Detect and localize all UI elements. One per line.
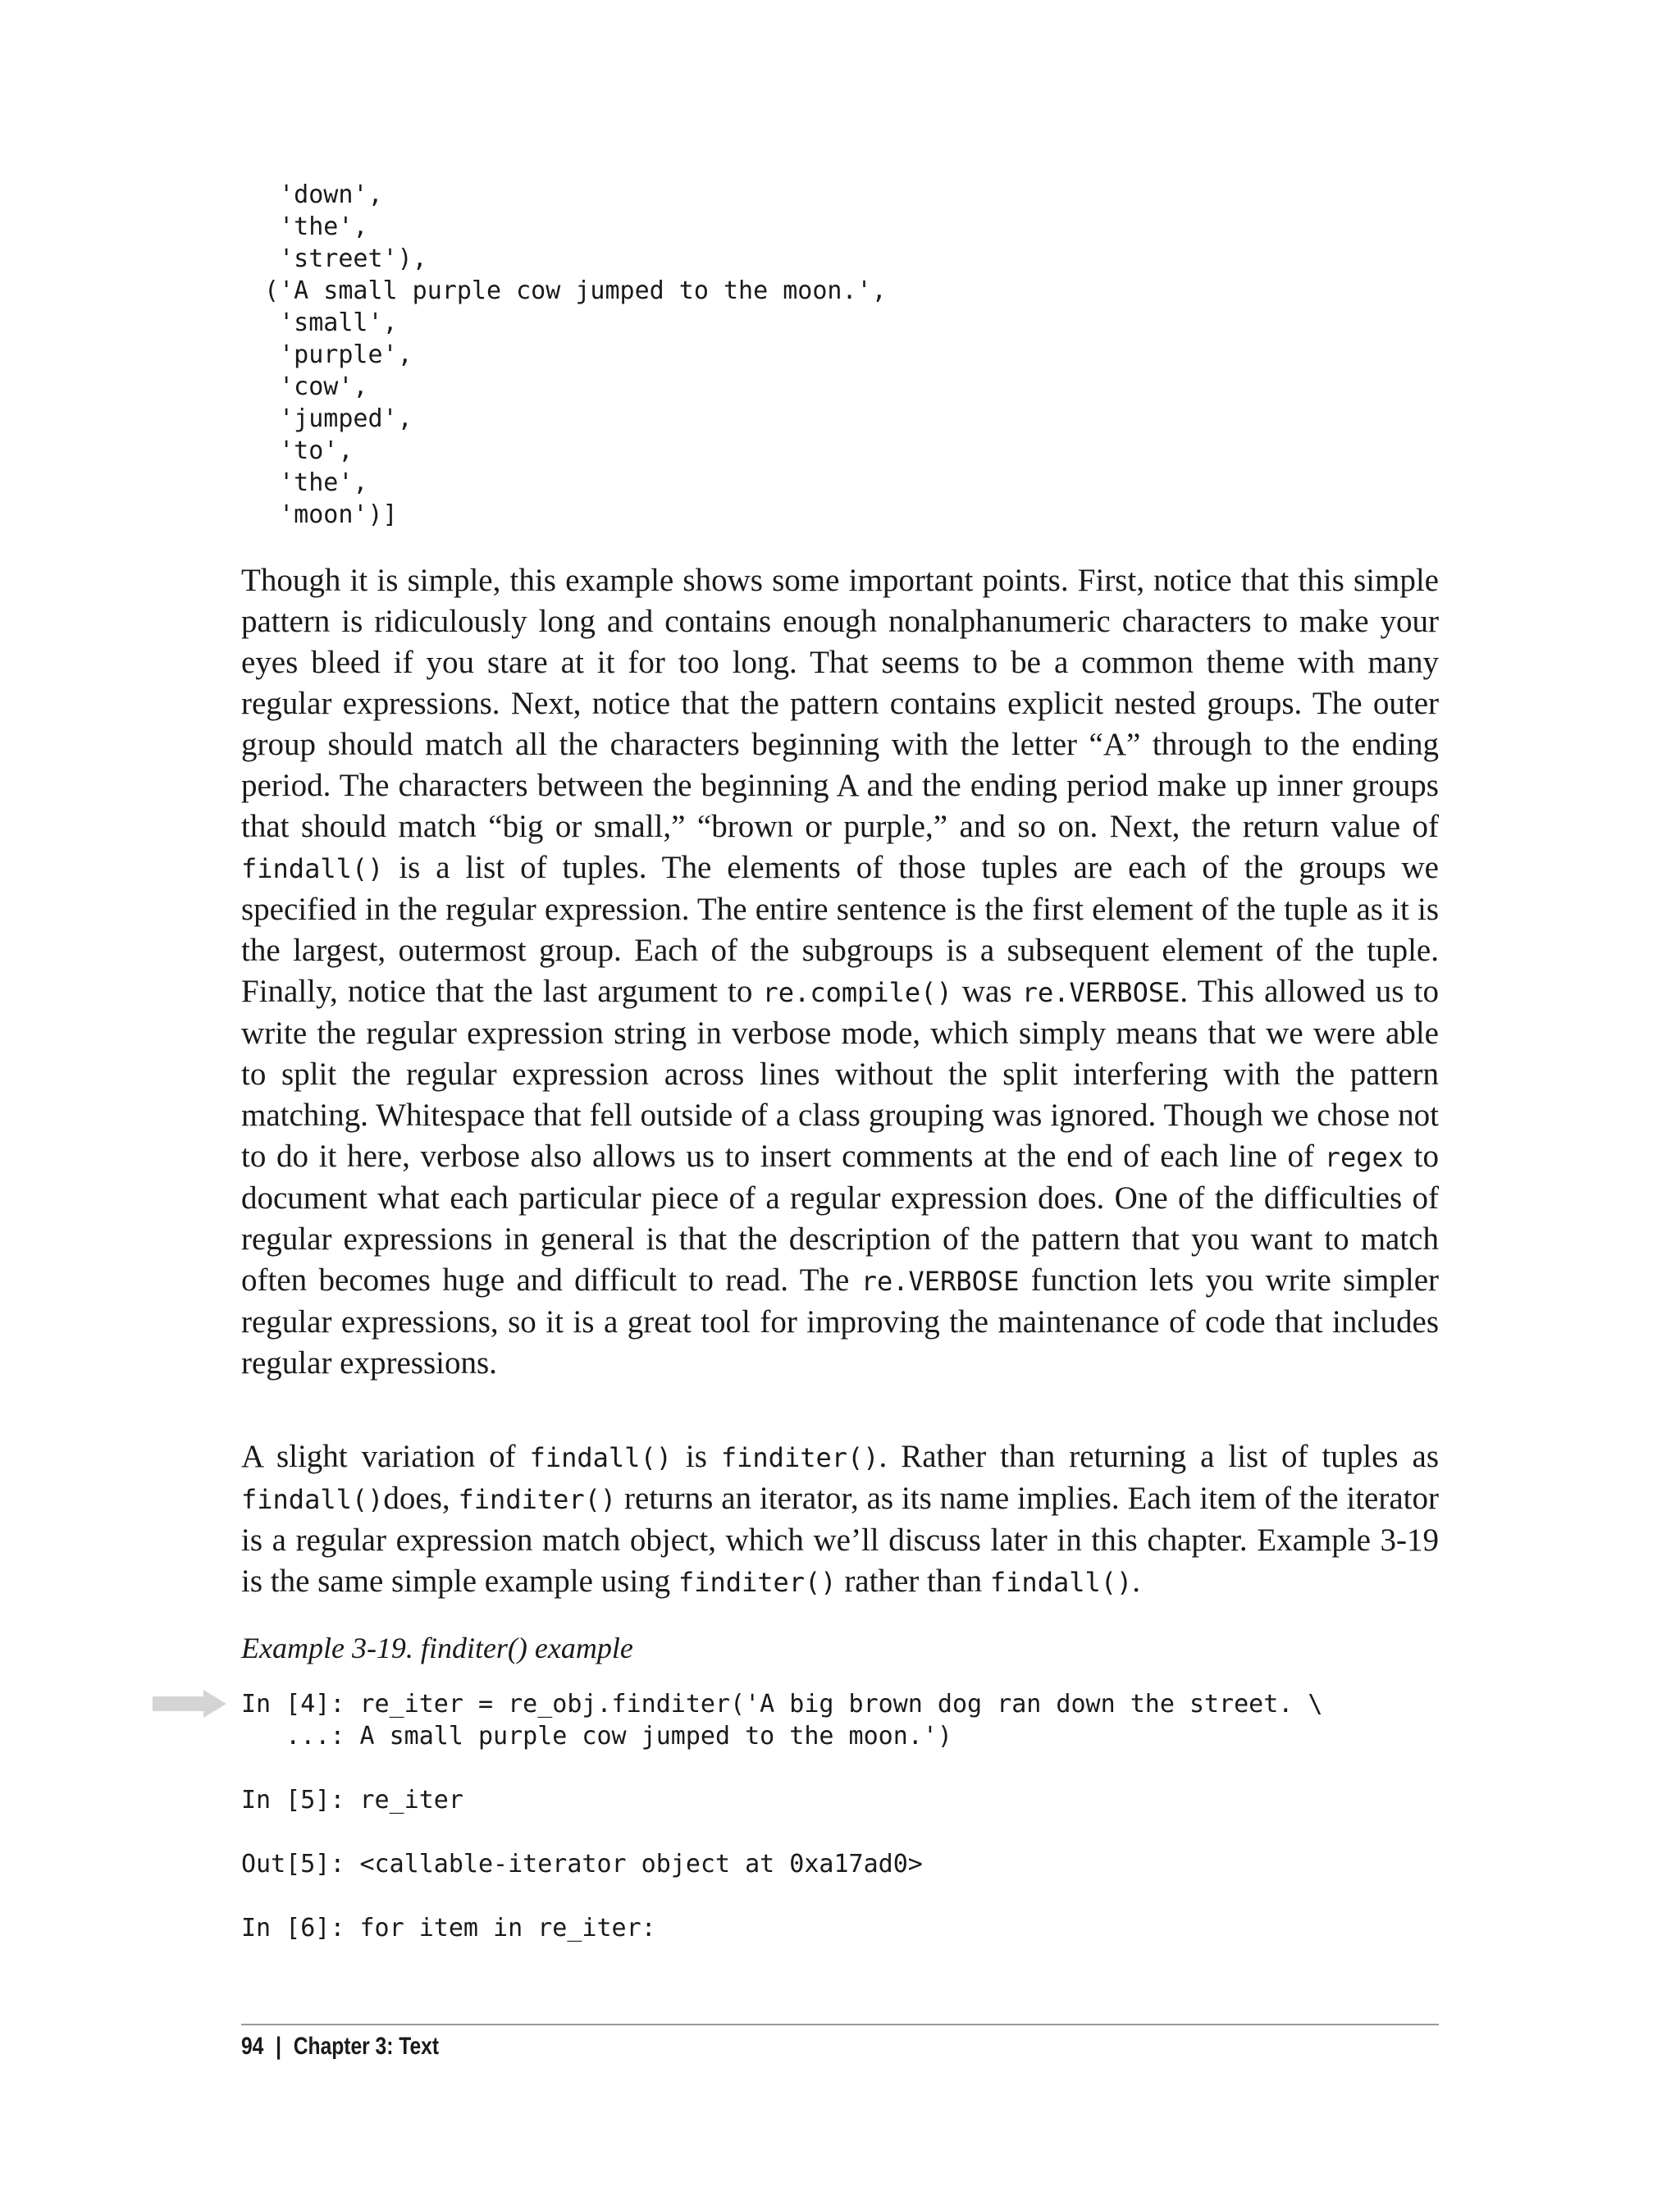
code-line: In [4]: re_iter = re_obj.finditer('A big brown dog ran down the street. \ bbox=[241, 1690, 1323, 1719]
page-footer bbox=[241, 2033, 439, 2061]
code-line: 'cow', bbox=[249, 372, 368, 401]
text-run: returns an iterator, as its name implies. Each item of the iterator is a regular expression match object, which we’ll discuss later in this chapter. Example 3-19 is the same simple example using bbox=[241, 1481, 1439, 1599]
code-line-blank bbox=[241, 1816, 1323, 1848]
code-line-blank bbox=[241, 1880, 1323, 1912]
text-run: . This allowed us to write the regular expression string in verbose mode, which simply means that we were able to split the regular expression across lines without the split interfering with the pattern matching. Whitespace that fell outside of a class grouping was ignored. Though we chose not to do it here, verbose also allows us to insert comments at the end of each line of bbox=[241, 974, 1439, 1174]
text-run: was bbox=[952, 974, 1022, 1009]
code-line: 'to', bbox=[249, 436, 354, 465]
footer-separator: | bbox=[276, 2033, 282, 2060]
arrow-shape bbox=[153, 1690, 226, 1718]
text-run: Though it is simple, this example shows some important points. First, notice that this simple pattern is ridiculously long and contains enough nonalphanumeric characters to make your eyes bleed if you stare at it for too long. That seems to be a common theme with many regular expressions. Next, notice that the pattern contains explicit nested groups. The outer group should match all the characters beginning with the letter “A” through to the ending period. The characters between the beginning A and the ending period make up inner groups that should match “big or small,” “brown or purple,” and so on. Next, the return value of bbox=[241, 563, 1439, 844]
code-line: ...: A small purple cow jumped to the moon.') bbox=[241, 1722, 952, 1751]
inline-code: findall() bbox=[989, 1567, 1133, 1598]
body-paragraph-verbose bbox=[241, 560, 1439, 1384]
arrow-right-icon bbox=[153, 1690, 226, 1718]
code-line: In [6]: for item in re_iter: bbox=[241, 1914, 656, 1942]
text-run: . Rather than returning a list of tuples as bbox=[879, 1439, 1440, 1474]
code-line: ('A small purple cow jumped to the moon.', bbox=[249, 276, 887, 305]
code-line: 'moon')] bbox=[249, 500, 398, 529]
code-line: 'down', bbox=[249, 180, 383, 209]
code-line: 'the', bbox=[249, 468, 368, 497]
text-run: to document what each particular piece of a regular expression does. One of the difficulties of regular expressions in general is that the description of the pattern that you want to match often becomes huge and difficult to read. The bbox=[241, 1139, 1439, 1298]
inline-code: re.VERBOSE bbox=[861, 1266, 1020, 1297]
chapter-title: Chapter 3: Text bbox=[293, 2033, 440, 2060]
example-caption: Example 3-19. finditer() example bbox=[241, 1632, 633, 1664]
inline-code: re.compile() bbox=[762, 977, 952, 1008]
code-block-example-3-19 bbox=[241, 1688, 1323, 1944]
code-block-top bbox=[249, 179, 887, 531]
text-run: function lets you write simpler regular expressions, so it is a great tool for improving the maintenance of code that includes regular expressions. bbox=[241, 1262, 1439, 1381]
code-line: Out[5]: <callable-iterator object at 0xa17ad0> bbox=[241, 1850, 923, 1879]
inline-code: finditer() bbox=[720, 1442, 879, 1473]
text-run: rather than bbox=[836, 1564, 990, 1599]
code-line: 'jumped', bbox=[249, 404, 413, 433]
inline-code: re.VERBOSE bbox=[1021, 977, 1180, 1008]
code-line: 'purple', bbox=[249, 340, 413, 369]
text-run: A slight variation of bbox=[241, 1439, 530, 1474]
code-line: In [5]: re_iter bbox=[241, 1786, 463, 1815]
body-paragraph-finditer bbox=[241, 1436, 1439, 1603]
text-run: . bbox=[1132, 1564, 1141, 1599]
text-run: is a list of tuples. The elements of those tuples are each of the groups we specified in the regular expression. The entire sentence is the first element of the tuple as it is the largest, outermost group. Each of the subgroups is a subsequent element of the tuple. Finally, notice that the last argument to bbox=[241, 850, 1439, 1009]
inline-code: findall() bbox=[241, 853, 384, 884]
inline-code: findall() bbox=[529, 1442, 672, 1473]
inline-code: regex bbox=[1324, 1142, 1404, 1173]
inline-code: finditer() bbox=[678, 1567, 837, 1598]
code-line-blank bbox=[241, 1752, 1323, 1784]
page-number: 94 bbox=[241, 2033, 264, 2060]
inline-code: findall() bbox=[241, 1484, 384, 1515]
code-line: 'small', bbox=[249, 308, 398, 337]
code-line: 'street'), bbox=[249, 244, 427, 273]
inline-code: finditer() bbox=[458, 1484, 617, 1515]
text-run: does, bbox=[383, 1481, 459, 1516]
code-line: 'the', bbox=[249, 212, 368, 241]
text-run: is bbox=[671, 1439, 721, 1474]
footer-rule bbox=[241, 2024, 1439, 2025]
